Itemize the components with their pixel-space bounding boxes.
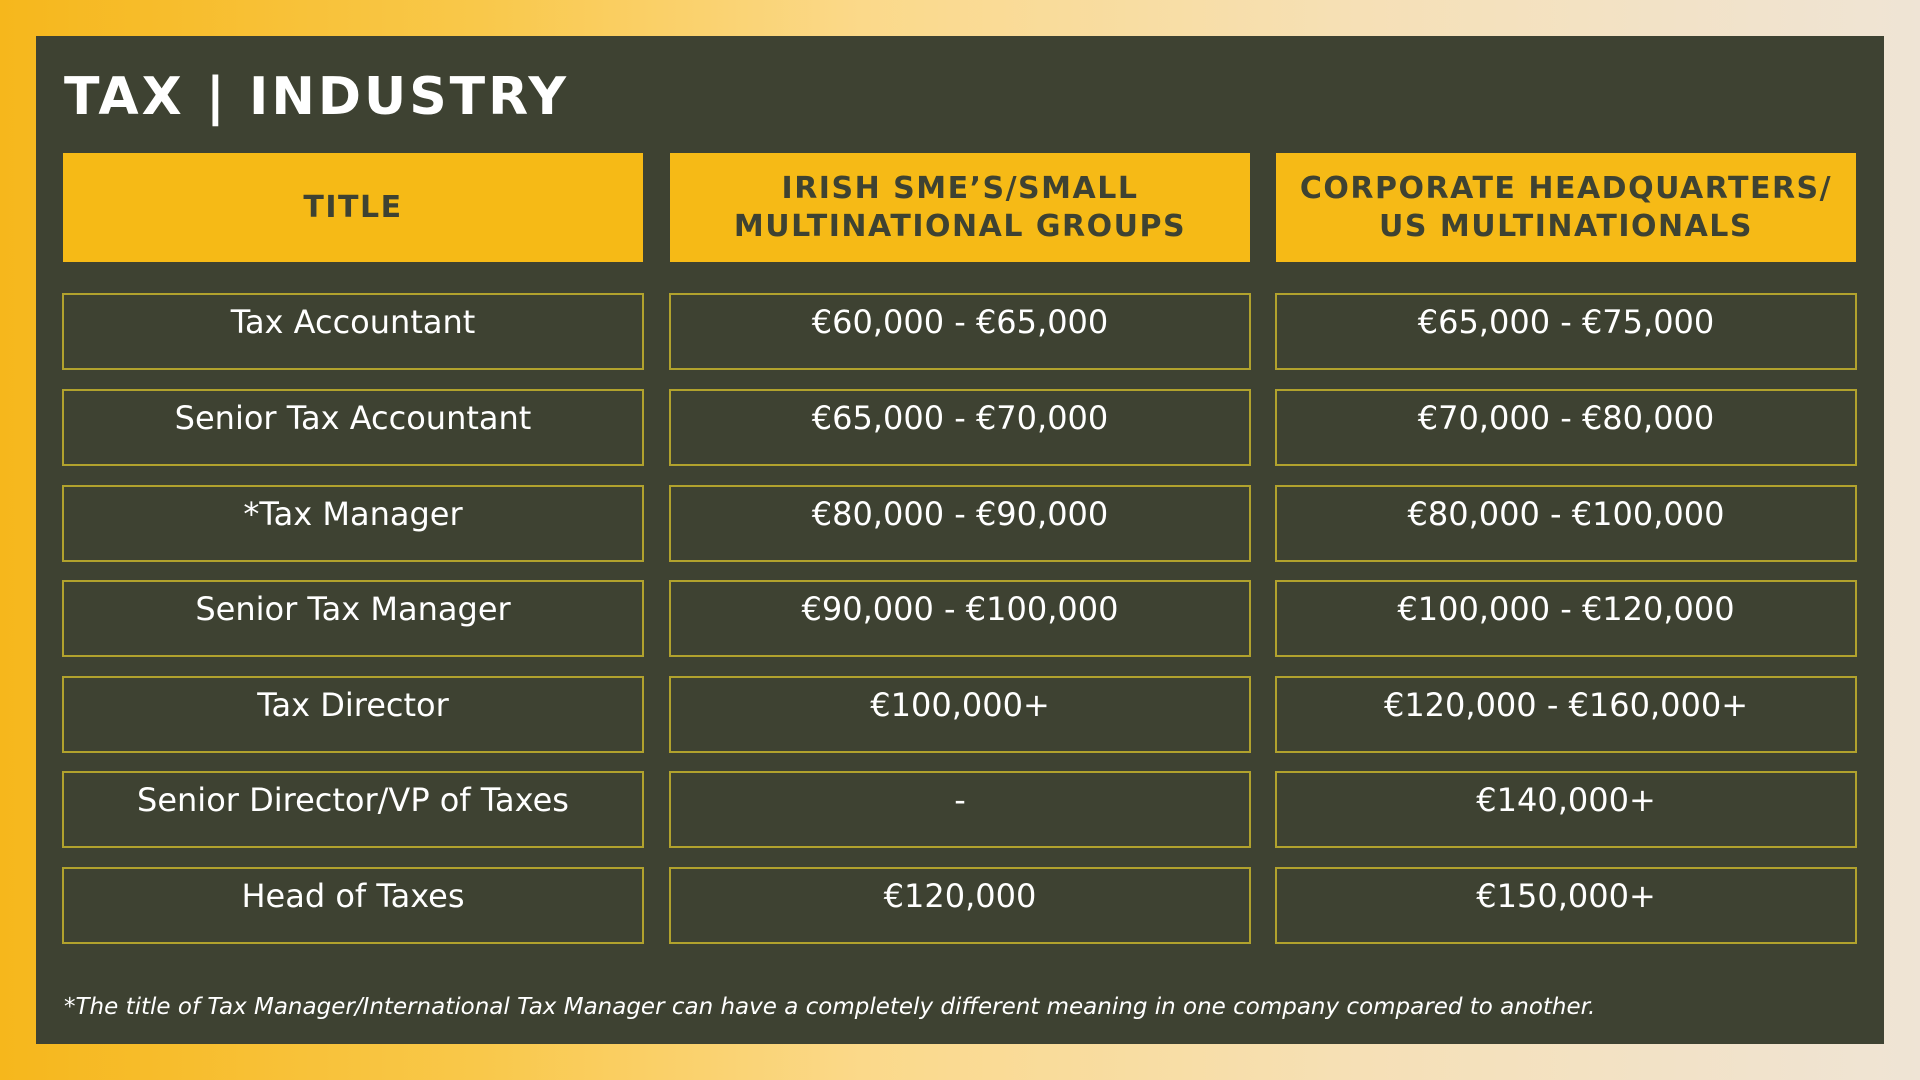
row-title-cell: Tax Accountant [62, 293, 644, 370]
corporate-hq-salary-cell: €120,000 - €160,000+ [1275, 676, 1857, 753]
salary-panel [36, 36, 1884, 1044]
row-title-cell: Senior Tax Accountant [62, 389, 644, 466]
column-header-corporate-hq: CORPORATE HEADQUARTERS/ US MULTINATIONALS [1276, 153, 1856, 262]
corporate-hq-salary-cell: €65,000 - €75,000 [1275, 293, 1857, 370]
irish-sme-salary-cell: €60,000 - €65,000 [669, 293, 1251, 370]
corporate-hq-salary-cell: €70,000 - €80,000 [1275, 389, 1857, 466]
irish-sme-salary-cell: €65,000 - €70,000 [669, 389, 1251, 466]
irish-sme-salary-cell: - [669, 771, 1251, 848]
row-title-cell: Tax Director [62, 676, 644, 753]
row-title-cell: Senior Director/VP of Taxes [62, 771, 644, 848]
page-title: TAX | INDUSTRY [64, 67, 569, 127]
corporate-hq-salary-cell: €80,000 - €100,000 [1275, 485, 1857, 562]
corporate-hq-salary-cell: €100,000 - €120,000 [1275, 580, 1857, 657]
column-header-irish-sme: IRISH SME’S/SMALL MULTINATIONAL GROUPS [670, 153, 1250, 262]
row-title-cell: Head of Taxes [62, 867, 644, 944]
irish-sme-salary-cell: €80,000 - €90,000 [669, 485, 1251, 562]
row-title-cell: Senior Tax Manager [62, 580, 644, 657]
irish-sme-salary-cell: €120,000 [669, 867, 1251, 944]
irish-sme-salary-cell: €100,000+ [669, 676, 1251, 753]
irish-sme-salary-cell: €90,000 - €100,000 [669, 580, 1251, 657]
corporate-hq-salary-cell: €150,000+ [1275, 867, 1857, 944]
corporate-hq-salary-cell: €140,000+ [1275, 771, 1857, 848]
row-title-cell: *Tax Manager [62, 485, 644, 562]
footnote: *The title of Tax Manager/International Tax Manager can have a completely different meaning in one company compared to another. [64, 994, 1596, 1020]
column-header-title: TITLE [63, 153, 643, 262]
